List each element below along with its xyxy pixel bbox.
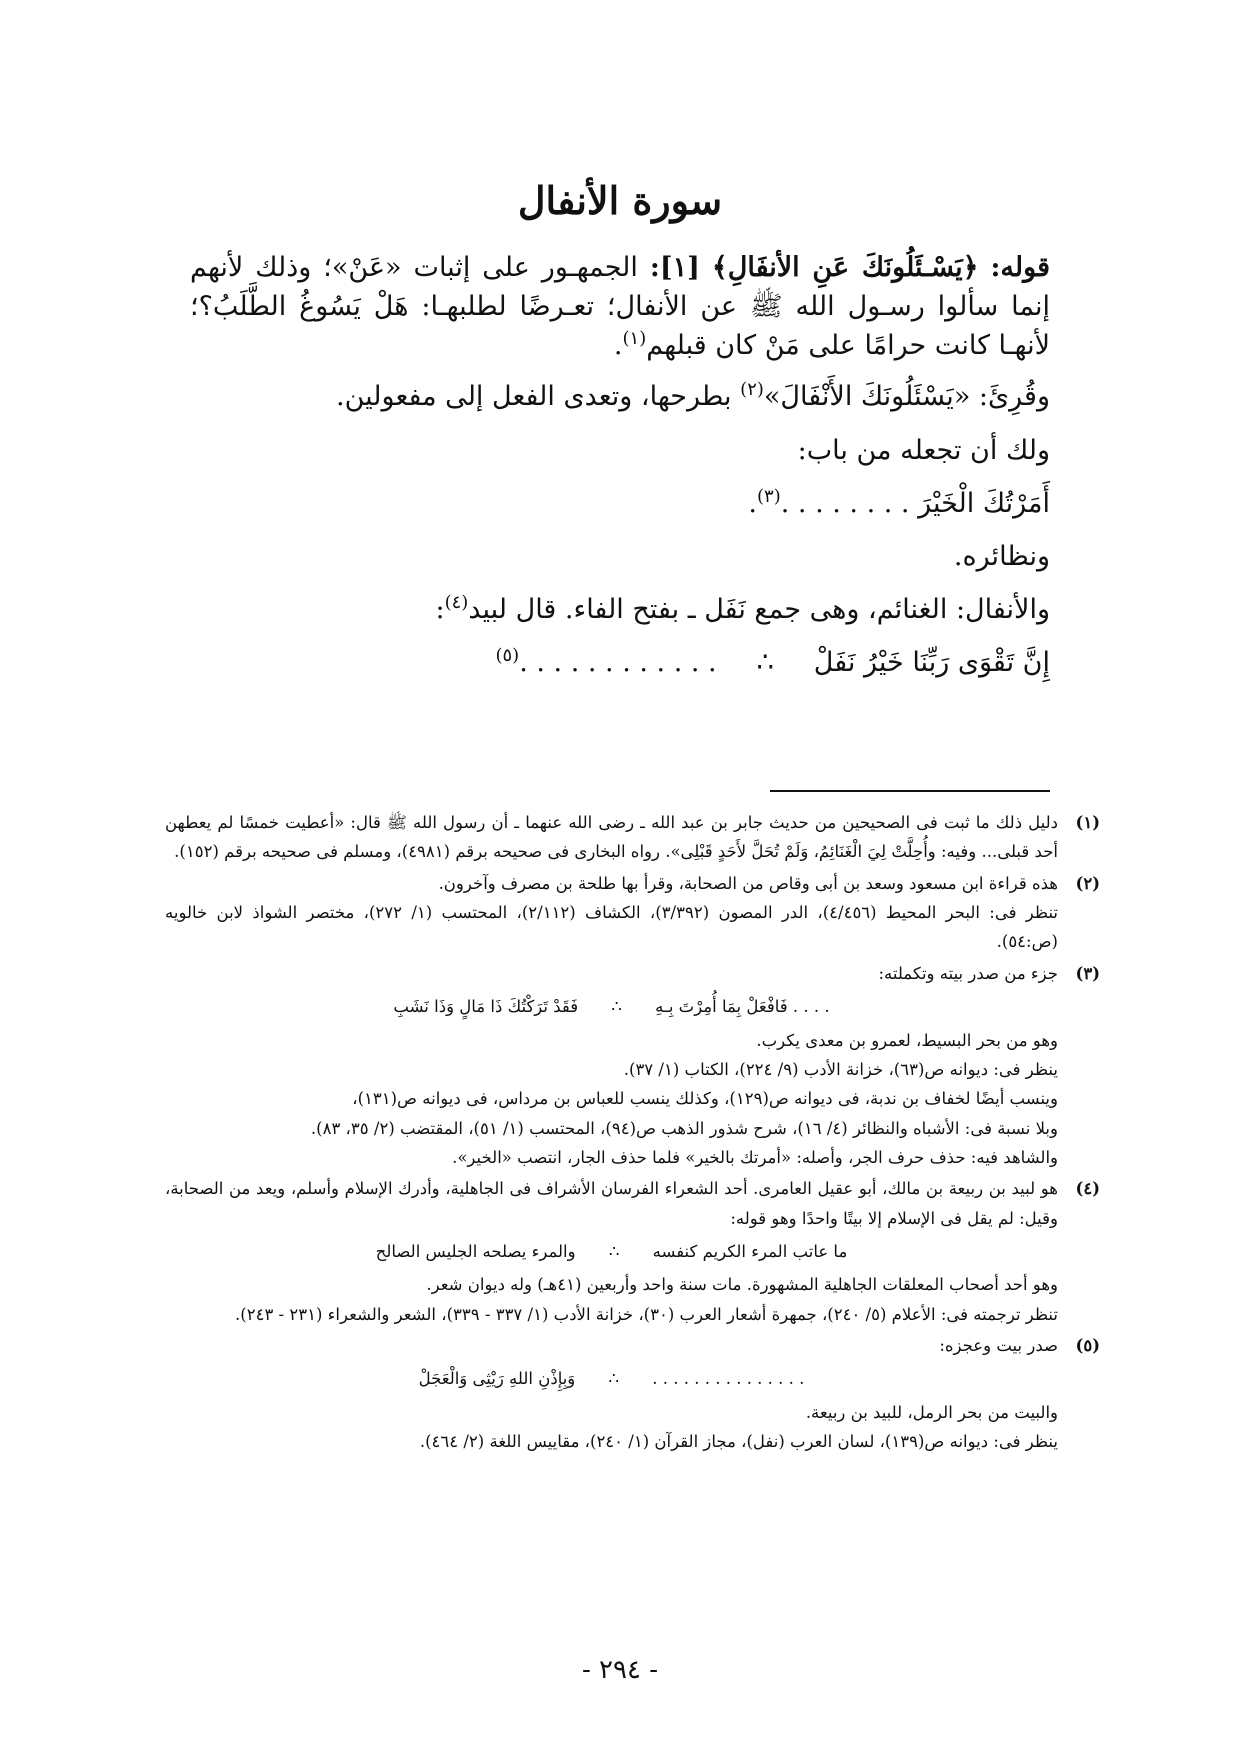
hemistich-first: ما عاتب المرء الكريم كنفسه [652,1242,848,1262]
main-text [190,248,1050,682]
quran-verse: ﴿يَسْـئَلُونَكَ عَنِ الأنفَالِ﴾ [711,252,979,283]
footnote-marker-5[interactable]: (٥) [495,645,520,667]
footnotes-section [165,808,1100,1459]
footnote-body [165,1331,1058,1456]
surah-title: سورة الأنفال [517,178,723,223]
footnote-verse [165,1364,1058,1393]
paragraph-label: قوله: [990,252,1050,283]
hemistich-first: . . . . . . . . . . . . . . . [652,1369,805,1389]
footnote-number: (٣) [1075,963,1100,983]
footnote-4 [165,1174,1100,1329]
poem-couplet [190,643,1050,682]
main-paragraph-3: ولك أن تجعله من باب: [797,434,1050,466]
footnote-5 [165,1331,1100,1456]
paragraph-text: الجمهـور على إثبات «عَنْ»؛ وذلك لأنهم إنما سألوا رسـول الله ﷺ عن الأنفال؛ تعـرضًا لطلبهـا: هَلْ يَسُوغُ الطَّلَبُ؟؛ لأنهـا كانت حرامًا على مَنْ كان قبلهم [190,252,1050,362]
hemistich-second: فَقَدْ تَرَكْتُكَ ذَا مَالٍ وَذَا نَشَبِ [393,997,579,1017]
footnote-line: وينسب أيضًا لخفاف بن ندبة، فى ديوانه ص(١٢٩)، وكذلك ينسب للعباس بن مرداس، فى ديوانه ص(١٣١)، [352,1089,1058,1109]
main-paragraph-6 [190,590,1050,629]
paragraph-end: . [748,487,758,519]
footnote-verse [165,1237,1058,1266]
verse-fragment: أَمَرْتُكَ الْخَيْرَ . . . . . . . . [780,487,1050,519]
footnote-line: تنظر فى: البحر المحيط (٤/٤٥٦)، الدر المصون (٣/٣٩٢)، الكشاف (٢/١١٢)، المحتسب (١/ ٢٧٢)، مختصر الشواذ لابن خالويه (ص:٥٤). [165,903,1059,952]
hemistich-separator: ∴ [756,647,774,679]
main-paragraph-1 [190,248,1050,365]
footnote-number: (٤) [1075,1179,1100,1199]
footnote-line: وبلا نسبة فى: الأشباه والنظائر (٤/ ١٦)، شرح شذور الذهب ص(٩٤)، المحتسب (١/ ٥١)، المقتضب (٢/ ٣٥، ٨٣). [310,1118,1058,1138]
hemistich-second: والمرء يصلحه الجليس الصالح [375,1242,576,1262]
hemistich-separator: ∴ [611,997,622,1017]
footnote-line: دليل ذلك ما ثبت فى الصحيحين من حديث جابر بن عبد الله ـ رضى الله عنهما ـ أن رسول الله ﷺ قال: «أعطيت خمسًا لم يعطهن أحد قبلى... وفيه: وأُحِلَّتْ لِيَ الْغَنَائِمُ، وَلَمْ تُحَلَّ لأَحَدٍ قَبْلِى». رواه البخارى فى صحيحه برقم (٤٩٨١)، ومسلم فى صحيحه برقم (١٥٢). [165,813,1058,862]
verse-reference: [١]: [649,252,700,283]
footnote-line: تنظر ترجمته فى: الأعلام (٥/ ٢٤٠)، جمهرة أشعار العرب (٣٠)، خزانة الأدب (١/ ٣٣٧ - ٣٣٩)، الشعر والشعراء (٢٣١ - ٢٤٣). [235,1304,1058,1324]
footnote-1 [165,808,1100,867]
footnote-line: ينظر فى: ديوانه ص(١٣٩)، لسان العرب (نفل)، مجاز القرآن (١/ ٢٤٠)، مقاييس اللغة (٢/ ٤٦٤). [419,1432,1058,1452]
paragraph-text: والأنفال: الغنائم، وهى جمع نَفَل ـ بفتح الفاء. قال لبيد [468,593,1050,625]
footnote-line: والشاهد فيه: حذف حرف الجر، وأصله: «أمرتك بالخير» فلما حذف الجار، انتصب «الخير». [452,1147,1058,1167]
footnote-body [165,959,1058,1173]
footnote-number: (٢) [1075,873,1100,893]
footnote-line: وهو أحد أصحاب المعلقات الجاهلية المشهورة. مات سنة واحد وأربعين (٤١هـ) وله ديوان شعر. [426,1275,1058,1295]
footnote-divider [770,790,1050,792]
paragraph-end: : [435,593,445,625]
footnote-marker-2[interactable]: (٢) [740,379,764,401]
footnote-marker-1[interactable]: (١) [622,328,647,350]
footnote-line: وهو من بحر البسيط، لعمرو بن معدى يكرب. [756,1030,1058,1050]
footnote-number: (١) [1075,813,1100,832]
footnote-body [165,808,1058,867]
footnote-line: والبيت من بحر الرمل، للبيد بن ربيعة. [805,1402,1058,1422]
hemistich-first: . . . . فَافْعَلْ بِمَا أُمِرْتَ بِـهِ [655,997,830,1017]
footnote-line: هو لبيد بن ربيعة بن مالك، أبو عقيل العامرى. أحد الشعراء الفرسان الأشراف فى الجاهلية، وأدرك الإسلام وأسلم، ويعد من الصحابة، وقيل: لم يقل فى الإسلام إلا بيتًا واحدًا وهو قوله: [165,1179,1058,1228]
hemistich-separator: ∴ [608,1242,620,1262]
footnote-marker-3[interactable]: (٣) [757,485,781,507]
paragraph-text: بطرحها، وتعدى الفعل إلى مفعولين. [336,381,732,413]
hemistich-first: إِنَّ تَقْوَى رَبِّنَا خَيْرُ نَفَلْ [813,647,1050,679]
footnote-verse [165,992,1058,1021]
footnote-2 [165,869,1100,957]
paragraph-end: . [613,330,623,362]
footnote-number: (٥) [1075,1336,1100,1356]
main-paragraph-4 [190,484,1050,523]
footnote-line: ينظر فى: ديوانه ص(٦٣)، خزانة الأدب (٩/ ٢٢٤)، الكتاب (١/ ٣٧). [623,1059,1058,1079]
footnote-marker-4[interactable]: (٤) [444,591,469,613]
paragraph-text: وقُرِئَ: «يَسْئَلُونَكَ الأَنْفَالَ» [763,381,1050,413]
footnote-line: هذه قراءة ابن مسعود وسعد بن أبى وقاص من الصحابة، وقرأ بها طلحة بن مصرف وآخرون. [438,873,1058,893]
footnote-3 [165,959,1100,1173]
hemistich-second [495,643,716,682]
hemistich-second: وَبِإِذْنِ اللهِ رَيْثِى وَالْعَجَلْ [418,1369,576,1389]
footnote-body [165,1174,1058,1329]
footnote-line: صدر بيت وعجزه: [939,1336,1058,1356]
footnote-body [165,869,1058,957]
footnote-line: جزء من صدر بيته وتكملته: [878,963,1058,983]
main-paragraph-5: ونظائره. [953,540,1050,572]
page-number: - ٢٩٤ - [581,1655,659,1685]
main-paragraph-2 [190,377,1050,416]
hemistich-separator: ∴ [608,1369,620,1389]
hemistich-dots: . . . . . . . . . . . . [519,647,717,679]
